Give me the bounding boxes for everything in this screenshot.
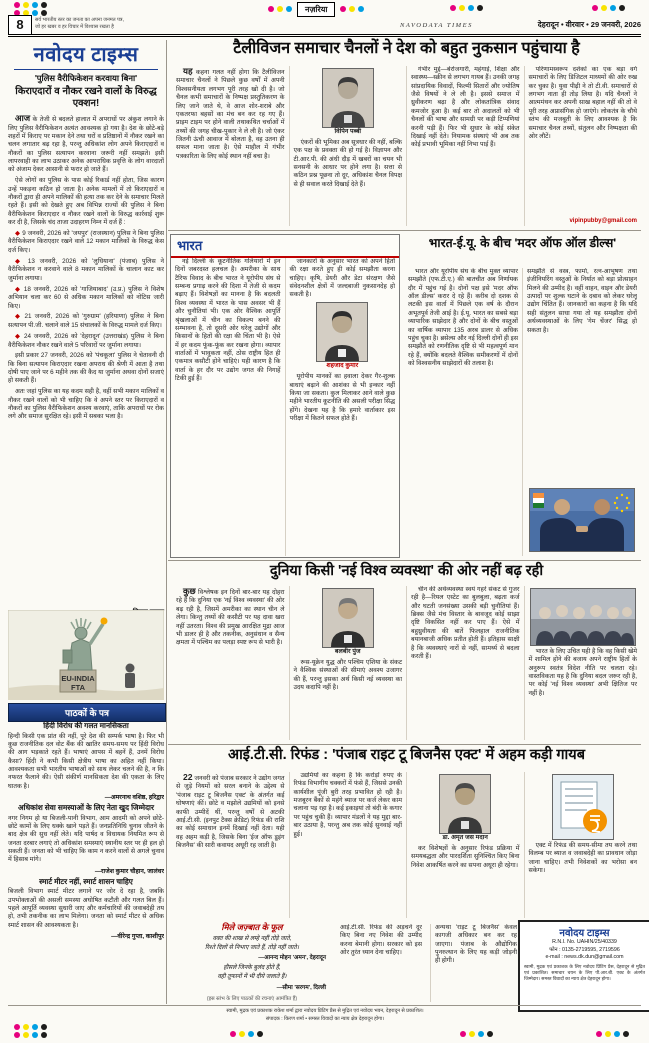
editorial-column <box>8 40 164 617</box>
author-card <box>321 588 375 656</box>
article-bharat-body <box>171 258 399 556</box>
letter-item <box>8 804 164 875</box>
editorial-paragraph: अतः जहां पुलिस का यह कदम सही है, वहीं सभी मकान मालिकों व नौकर रखने वालों को भी चाहिए कि वे अपने स्तर पर किराएदारों व नौकरों का पुलिस वैरीफिकेशन अवश्य करवाएं, ताकि अपराधों पर रोक लगे और समाज सुरक्षित रहे। इसी में सबका भला है। <box>8 388 164 421</box>
article-world-headline: दुनिया किसी 'नई विश्व व्यवस्था' की ओर नहीं बढ़ रही <box>269 563 544 579</box>
author-card <box>438 774 492 842</box>
bullet-icon: ◆ <box>15 257 28 265</box>
article-text: समझौते से वस्त्र, फार्मा, रत्न-आभूषण तथा इंजीनियरिंग वस्तुओं के निर्यात को बड़ा प्रोत्साहन मिलने की उम्मीद है। वहीं वाहन, वाइन और डेयरी उत्पादों पर शुल्क घटाने के दबाव को लेकर घरेलू उद्योग चिंतित हैं। जानकारों का कहना है कि यदि सही संतुलन साधा गया तो यह समझौता दोनों अर्थव्यवस्थाओं के लिए 'गेम चेंजर' सिद्ध हो सकता है। <box>527 268 637 334</box>
article-text: एंकरों की भूमिका अब सूत्रधार की नहीं, बल्कि एक पक्ष के प्रवक्ता की हो गई है। विज्ञापन और टी.आर.पी. की अंधी दौड़ में खबरों का चयन भी सनसनी के आधार पर होने लगा है। सत्ता से कठिन प्रश्न पूछना तो दूर, अधिकांश चैनल विपक्ष से ही सवाल करते दिखाई देते हैं। <box>293 138 402 188</box>
article-bharat-section-title: भारत <box>171 235 399 258</box>
registration-dots <box>592 5 625 11</box>
registration-marks-bottom-right <box>596 1031 629 1039</box>
article-itc-body <box>172 772 641 918</box>
registration-dots <box>268 6 292 12</box>
editorial-cartoon <box>8 610 164 700</box>
editorial-bullet: 9 जनवरी, 2026 को 'जयपुर' (राजस्थान) पुलिस ने बिना पुलिस वैरीफिकेशन किराएदार रखने वाले 12 मकान मालिकों के विरुद्ध केस दर्ज किए। <box>8 229 164 254</box>
letter-signature: —वीरेन्द्र गुप्ता, काशीपुर <box>111 933 164 941</box>
article-bharat-box <box>170 234 400 558</box>
article-column <box>404 268 522 556</box>
poetry-note: (इस स्तंभ के लिए पाठकों की रचनाएं आमंत्रित हैं) <box>206 995 298 1002</box>
article-text: कर विशेषज्ञों के अनुसार रिफंड प्रक्रिया में समयबद्धता और पारदर्शिता सुनिश्चित किए बिना निवेश आकर्षित करने का सपना अधूरा ही रहेगा। <box>411 844 520 869</box>
article-itc-extra-column: आई.टी.सी. रिफंड की अड़चनें दूर किए बिना नए निवेश की उम्मीद करना बेमानी होगा। सरकार को इस ओर तुरंत ध्यान देना चाहिए। <box>340 924 422 957</box>
article-itc-headline: आई.टी.सी. रिफंड : 'पंजाब राइट टू बिजनैस एक्ट' में अहम कड़ी गायब <box>227 747 585 763</box>
bullet-icon: ◆ <box>15 313 25 321</box>
article-column <box>406 66 524 226</box>
letter-item <box>8 878 164 940</box>
masthead-tagline <box>35 17 245 31</box>
article-column <box>289 66 407 226</box>
brand-caps: NAVODAYA TIMES <box>400 22 473 29</box>
bullet-icon: ◆ <box>15 285 24 293</box>
editorial-bullet: 24 जनवरी, 2026 को 'देहरादून' (उत्तराखंड) पुलिस ने बिना वैरीफिकेशन नौकर रखने वाले 5 परिवारों पर जुर्माना लगाया। <box>8 332 164 349</box>
contact-rni: R.N.I. No. UAHIN/25/40339 <box>552 939 617 945</box>
poem-line: रिश्ते दिलों से निभाए जाते हैं, तोड़े नहीं जाते। <box>205 944 299 951</box>
article-tv-lead-word: यह <box>183 66 193 76</box>
author-photo <box>439 774 491 834</box>
registration-marks-bottom-mid2 <box>460 1031 493 1039</box>
article-itc-lead-word: 22 <box>183 772 193 782</box>
poem-line: वही तूफानों में भी दीये जलाते हैं। <box>217 974 287 981</box>
author-card <box>321 68 375 136</box>
editorial-headline: किराएदारों व नौकर रखने वालों के विरुद्ध एक्शन! <box>15 86 157 109</box>
letter-signature: —राजेश कुमार चौहान, जालंधर <box>94 867 164 875</box>
article-tv-headline: टैलीविजन समाचार चैनलों ने देश को बहुत नुकसान पहुंचाया है <box>233 40 580 57</box>
row-divider <box>168 230 641 231</box>
bullet-icon: ◆ <box>15 332 24 340</box>
section-label: नज़रिया <box>297 2 335 17</box>
letter-body: बिजली विभाग स्मार्ट मीटर लगाने पर जोर दे रहा है, जबकि उपभोक्ताओं की असली समस्या अघोषित कटौती और गलत बिल हैं। पहले आपूर्ति व्यवस्था सुधारी जाए और कर्मचारियों की जवाबदेही तय हो, तभी तकनीक का लाभ मिलेगा। जनता को स्मार्ट मीटर से अधिक स्मार्ट शासन की आवश्यकता है। <box>8 888 164 929</box>
author-name: डा. अमृत जस मदान <box>442 834 488 841</box>
contact-box <box>518 920 649 1012</box>
cartoon-statue-of-liberty-icon <box>8 610 164 700</box>
author-name: बलबीर पुंज <box>334 648 361 655</box>
handshake-photo <box>529 488 635 552</box>
letter-title: अधिकांश सेवा समस्याओं के लिए नेता खुद जिम्मेदार <box>18 803 154 813</box>
author-name: शहजाद कुमार <box>326 362 359 370</box>
header-rule <box>8 34 641 37</box>
article-text: यूरोपीय मानकों का हवाला देकर गैर-शुल्क बाधाएं बढ़ाने की आशंका से भी इन्कार नहीं किया जा सकता। कुल मिलाकर आने वाले कुछ महीने भारतीय कूटनीति की असली परीक्षा सिद्ध होंगे। देखना यह है कि हमारे वार्ताकार इस परीक्षा में कितने सफल होते हैं। <box>289 373 395 423</box>
article-text: विश्लेषक इन दिनों बार-बार यह दोहरा रहे हैं कि दुनिया एक 'नई विश्व व्यवस्था' की ओर बढ़ रही है, जिसमें अमरीका का स्थान चीन ले लेगा। किन्तु तथ्यों की कसौटी पर यह दावा खरा नहीं उतरता। विश्व की प्रमुख आरक्षित मुद्रा आज भी डालर ही है और तकनीक, अनुसंधान व सैन्य क्षमता में पश्चिम का पलड़ा स्पष्ट रूप से भारी है। <box>176 589 285 647</box>
dateline: देहरादून • वीरवार • 29 जनवरी, 2026 <box>537 20 641 29</box>
bullet-icon: ◆ <box>15 229 23 237</box>
letter-title: स्मार्ट मीटर नहीं, स्मार्ट शासन चाहिए <box>39 876 133 886</box>
editorial-lead-word: आज <box>15 113 31 124</box>
column-divider <box>166 40 167 1004</box>
article-column <box>524 66 642 226</box>
editorial-paragraph: के तेजी से बदलते हालात में अपराधों पर अंकुश लगाने के लिए पुलिस वैरीफिकेशन अत्यंत आवश्यक हो गया है। देश के छोटे-बड़े शहरों में किराए पर मकान देने तथा घरों व प्रतिष्ठानों में नौकर रखने का चलन लगातार बढ़ रहा है, परन्तु अधिकांश लोग अपने किराएदारों व नौकरों का पुलिस सत्यापन करवाना जरूरी नहीं समझते। इसी लापरवाही का लाभ उठाकर अनेक आपराधिक प्रवृत्ति के लोग वारदातों को अंजाम देकर आसानी से फरार हो जाते हैं। <box>8 116 164 174</box>
article-eu-body <box>404 268 641 556</box>
article-text: गंभीर मुद्दे—बेरोजगारी, महंगाई, शिक्षा और स्वास्थ्य—स्क्रीन से लगभग गायब हैं। उनकी जगह सांप्रदायिक विवादों, फिल्मी सितारों और ज्योतिष जैसे विषयों ने ले ली है। इससे समाज में ध्रुवीकरण बढ़ा है और लोकतांत्रिक संवाद कमजोर हुआ है। कई बार तो अदालतों को भी चैनलों की भाषा और सामग्री पर कड़ी टिप्पणियां करनी पड़ी हैं। फिर भी सुधार के कोई संकेत दिखाई नहीं देते। नियामक संस्थाएं भी अब तक कोई प्रभावी भूमिका नहीं निभा पाई हैं। <box>411 66 520 149</box>
poem-line: वक्त की शाख से लम्हे नहीं तोड़े जाते, <box>212 936 292 942</box>
page-number: 8 <box>8 15 32 35</box>
article-text: परिणामस्वरूप दर्शकों का एक बड़ा वर्ग समाचारों के लिए डिजिटल माध्यमों की ओर रुख कर चुका है। युवा पीढ़ी ने तो टी.वी. समाचारों से लगभग नाता ही तोड़ लिया है। यदि चैनलों ने आत्ममंथन कर अपनी साख बहाल नहीं की तो वे पूरी तरह अप्रासंगिक हो जाएंगे। लोकतंत्र के चौथे स्तंभ की मजबूती के लिए आवश्यक है कि समाचार चैनल तथ्यों, संतुलन और निष्पक्षता की ओर लौटें। <box>528 66 637 140</box>
poetry-title: मिले जज़्बात के फूल <box>221 922 283 932</box>
author-photo <box>322 588 374 648</box>
article-column <box>522 268 641 556</box>
article-text: जानकारों के अनुसार भारत को अपने हितों की रक्षा करते हुए ही कोई समझौता करना चाहिए। कृषि, डेयरी और डेटा संरक्षण जैसे संवेदनशील क्षेत्रों में जल्दबाजी नुकसानदेह हो सकती है। <box>289 258 395 299</box>
row-divider <box>168 560 641 561</box>
editorial-body <box>8 113 164 607</box>
article-column <box>171 258 285 556</box>
footer-imprint-line2: संपादक : किरण शर्मा • समस्त विवादों का न्याय क्षेत्र देहरादून होगा। <box>265 1015 385 1022</box>
masthead-rule <box>14 69 158 70</box>
registration-marks-top-right <box>592 5 625 13</box>
article-column <box>172 586 289 740</box>
footer-imprint-line1: स्वामी, मुद्रक एवं प्रकाशक राकेश शर्मा द्वारा नवोदय प्रिंटिंग प्रैस से मुद्रित एवं नवोदय भवन, देहरादून से प्रकाशित। <box>226 1008 424 1014</box>
article-column <box>172 772 289 918</box>
article-text: एक्ट में रिफंड की समय-सीमा तय करने तथा विलम्ब पर ब्याज व जवाबदेही का प्रावधान जोड़ा जाना चाहिए। तभी निवेशकों का भरोसा बन सकेगा। <box>528 842 637 875</box>
article-column <box>285 258 400 556</box>
registration-dots <box>14 1024 47 1030</box>
editorial-bullet: 18 जनवरी, 2026 को 'गाजियाबाद' (उ.प्र.) पुलिस ने विशेष अभियान चला कर 60 से अधिक मकान मालिकों को नोटिस जारी किए। <box>8 285 164 310</box>
editorial-bullet: 13 जनवरी, 2026 को 'लुधियाना' (पंजाब) पुलिस ने वैरीफिकेशन न करवाने वाले 8 मकान मालिकों के चालान काट कर जुर्माना लगाया। <box>8 257 164 282</box>
registration-marks-bottom-left <box>14 1024 47 1040</box>
article-text: जनवरी को पंजाब सरकार ने उद्योग जगत से जुड़े नियमों को सरल बनाने के उद्देश्य से 'पंजाब राइट टू बिजनैस एक्ट' के अंतर्गत कई घोषणाएं कीं। छोटे व मझोले उद्यमियों को इनसे काफी उम्मीदें थीं, परन्तु वर्षों से अटकी आई.टी.सी. (इनपुट टैक्स क्रेडिट) रिफंड की राशि का कोई समाधान इनमें दिखाई नहीं देता। यही वह अहम कड़ी है, जिसके बिना 'ईज ऑफ डूइंग बिजनैस' की सारी कवायद अधूरी रह जाती है। <box>176 775 285 849</box>
editorial-kicker: 'पुलिस वैरीफिकेशन करवाया बिना' <box>34 73 138 83</box>
registration-dots <box>14 2 47 8</box>
author-email: vipinpubby@gmail.com <box>569 218 637 224</box>
poem-author: —सीमा 'सरगम', दिल्ली <box>276 984 326 991</box>
registration-marks-bottom-mid1 <box>230 1031 263 1039</box>
author-card <box>315 302 369 370</box>
registration-dots <box>460 1031 493 1037</box>
article-tv-body <box>172 66 641 226</box>
section-strip <box>268 2 364 17</box>
contact-imprint: स्वामी, मुद्रक एवं प्रकाशक के लिए नवोदय प्रिंटिंग प्रैस, देहरादून से मुद्रित एवं प्रकाशित। समाचार चयन के लिए पी.आर.बी. एक्ट के अंतर्गत जिम्मेदार। समस्त विवादों का न्याय क्षेत्र देहरादून होगा। <box>524 964 645 982</box>
contact-email: e-mail : news.dk.dun@gmail.com <box>545 954 624 961</box>
article-column <box>524 586 642 740</box>
registration-dots <box>596 1031 629 1037</box>
tagline-line1: सर्व भारतीय स्तर का जनता का अपना जनमत पत्र, <box>35 17 124 23</box>
row-divider <box>168 744 641 745</box>
article-column <box>172 66 289 226</box>
cartoon-label-line2: FTA <box>70 683 86 692</box>
footer-imprint <box>110 1008 540 1023</box>
article-column <box>406 772 524 918</box>
article-text: रूस-यूक्रेन युद्ध और पश्चिम एशिया के संकट ने वैश्विक संस्थाओं की सीमाएं अवश्य उजागर की हैं, परन्तु इसका अर्थ किसी नई व्यवस्था का उदय कदापि नहीं है। <box>293 658 402 691</box>
contact-masthead: नवोदय टाइम्स <box>559 928 610 939</box>
registration-dots <box>230 1031 263 1037</box>
leaders-group-photo <box>530 588 636 646</box>
contact-phone: फोन : 0135-2719595, 2719596 <box>549 946 620 953</box>
cartoon-label-line1: EU-INDIA <box>61 674 95 683</box>
article-world-body <box>172 586 641 740</box>
poetry-box <box>172 922 332 1003</box>
article-itc-extra-column: अन्यथा 'राइट टू बिजनैस' केवल कागजी अधिकार बन कर रह जाएगा। पंजाब के औद्योगिक पुनरुत्थान के लिए यह कड़ी जोड़नी ही होगी। <box>430 924 517 1002</box>
tagline-line2: जो हर खबर व हर विचार में विश्वास रखता है <box>35 23 114 30</box>
letter-body: हिन्दी किसी एक प्रांत की नहीं, पूरे देश की सम्पर्क भाषा है। फिर भी कुछ राजनीतिक दल वोट बैंक की खातिर समय-समय पर हिंदी विरोध की आग भड़काते रहते हैं। भाषाएं आपस में बहनें हैं, उनमें विरोध कैसा? हिंदी ने कभी किसी क्षेत्रीय भाषा का अहित नहीं किया। आवश्यकता सभी भारतीय भाषाओं को साथ लेकर चलने की है, न कि नफरत फैलाने की। ऐसी संकीर्ण मानसिकता देश की एकता के लिए घातक है। <box>8 732 164 790</box>
article-text: उद्यमियों का कहना है कि करोड़ों रुपए के रिफंड विभागीय चक्करों में फंसे हैं, जिससे उनकी कार्यशील पूंजी बुरी तरह प्रभावित हो रही है। मजबूरन बैंकों से महंगे ब्याज पर कर्ज लेकर काम चलाना पड़ रहा है। कई इकाइयां तो बंदी के कगार पर पहुंच चुकी हैं। व्यापार मंडलों ने यह मुद्दा बार-बार उठाया है, परन्तु अब तक कोई सुनवाई नहीं हुई। <box>293 772 402 838</box>
article-column <box>406 586 524 740</box>
letters-section <box>8 719 164 1003</box>
article-column <box>289 772 407 918</box>
registration-dots <box>340 6 364 12</box>
article-text: भारत के लिए उचित यही है कि वह किसी खेमे में शामिल होने की बजाय अपने राष्ट्रीय हितों के अनुरूप स्वतंत्र विदेश नीति पर चलता रहे। वास्तविकता यह है कि दुनिया बदल जरूर रही है, पर कोई 'नई विश्व व्यवस्था' अभी क्षितिज पर नहीं है। <box>528 648 637 697</box>
article-text: नई दिल्ली के कूटनीतिक गलियारों में इन दिनों जबरदस्त हलचल है। अमरीका के साथ टैरिफ विवाद के बीच भारत ने यूरोपीय संघ से सम्बन्ध प्रगाढ़ करने की दिशा में तेजी से कदम बढ़ाए हैं। विशेषज्ञों का मानना है कि बदलती विश्व व्यवस्था में भारत के पास अवसर भी हैं और चुनौतियां भी। एक ओर वैश्विक आपूर्ति श्रृंखलाओं में चीन का विकल्प बनने की सम्भावना है, तो दूसरी ओर घरेलू उद्योगों और किसानों के हितों की रक्षा की चिंता भी है। ऐसे में हर कदम फूंक-फूंक कर रखना होगा। व्यापार वार्ताओं में भावुकता नहीं, ठोस राष्ट्रीय हित ही एकमात्र कसौटी होने चाहिएं। यही कारण है कि वार्ता के हर दौर पर उद्योग जगत की निगाहें टिकी हुई हैं। <box>175 258 281 383</box>
tax-document-image <box>552 774 614 840</box>
editorial-masthead: नवोदय टाइम्स <box>33 44 139 66</box>
article-text: कहना गलत नहीं होगा कि टैलीविजन समाचार चैनलों ने पिछले कुछ वर्षों में अपनी विश्वसनीयता लगभग पूरी तरह खो दी है। जो चैनल कभी समाचारों के निष्पक्ष प्रस्तुतिकरण के लिए जाने जाते थे, वे आज शोर-शराबे और एकतरफा बहसों का मंच बन कर रह गए हैं। प्राइम टाइम पर होने वाली तथाकथित चर्चाओं में तथ्यों की जगह चीख-पुकार ने ले ली है। जो एंकर जितनी ऊंची आवाज में बोलता है, वह उतना ही सफल माना जाता है। ऐसे माहौल में गंभीर पत्रकारिता के लिए कोई स्थान नहीं बचा है। <box>176 69 285 160</box>
letters-section-header: पाठकों के पत्र <box>8 703 166 722</box>
article-world-lead-word: कुछ <box>183 586 196 596</box>
letter-body: नगर निगम हो या बिजली-पानी विभाग, आम आदमी को अपने छोटे-छोटे कामों के लिए धक्के खाने पड़ते हैं। जनप्रतिनिधि चुनाव जीतने के बाद क्षेत्र की सुध नहीं लेते। यदि पार्षद व विधायक नियमित रूप से जनता दरबार लगाएं तो अधिकांश समस्याएं स्थानीय स्तर पर ही हल हो सकती हैं। जनता को भी चाहिए कि काम न करने वालों से अगले चुनाव में हिसाब मांगे। <box>8 814 164 864</box>
editorial-paragraph: ऐसे लोगों का पुलिस के पास कोई रिकार्ड नहीं होता, जिस कारण उन्हें पकड़ना कठिन हो जाता है। अनेक मामलों में तो किराएदारों व नौकरों द्वारा ही अपने मालिकों की हत्या तक कर देने के समाचार मिलते रहते हैं। इसी को देखते हुए अब विभिन्न राज्यों की पुलिस ने बिना वैरीफिकेशन किराएदार व नौकर रखने वालों के विरुद्ध कार्रवाई शुरू कर दी है, जिसके चंद ताजा उदाहरण निम्न में दर्ज हैं : <box>8 177 164 226</box>
registration-marks-top-mid <box>450 5 483 13</box>
letter-signature: —अमरनाथ वशिष्ठ, हरिद्वार <box>104 794 164 802</box>
registration-dots <box>14 1032 47 1038</box>
poem-author: —आनन्द मोहन 'अमन', देहरादून <box>258 955 326 962</box>
letter-item <box>8 722 164 801</box>
article-text: भारत और यूरोपीय संघ के बीच मुक्त व्यापार समझौते (एफ.टी.ए.) की बातचीत अब निर्णायक दौर में पहुंच गई है। दोनों पक्ष इसे 'मदर ऑफ ऑल डील्स' करार दे रहे हैं। करीब दो दशक से लटकी इस वार्ता में पिछले एक वर्ष के दौरान अभूतपूर्व तेजी आई है। ई.यू. भारत का सबसे बड़ा व्यापारिक साझेदार है और दोनों के बीच वस्तुओं का वार्षिक व्यापार 135 अरब डालर से अधिक पहुंच चुका है। ब्रसेल्स और नई दिल्ली दोनों ही इस समझौते को रणनीतिक दृष्टि से भी महत्वपूर्ण मान रहे हैं, क्योंकि बदलते वैश्विक समीकरणों में दोनों को विश्वसनीय साझेदारों की तलाश है। <box>408 268 518 367</box>
article-column <box>289 586 407 740</box>
footer-rule <box>8 1005 641 1006</box>
editorial-bullet: 21 जनवरी, 2026 को 'गुरुग्राम' (हरियाणा) पुलिस ने बिना सत्यापन पी.जी. चलाने वाले 15 संचालकों के विरुद्ध मामले दर्ज किए। <box>8 313 164 330</box>
article-eu-headline: भारत-ई.यू. के बीच 'मदर ऑफ ऑल डील्स' <box>428 236 617 250</box>
author-name: विपिन पब्बी <box>334 128 362 135</box>
article-text: चीन की अर्थव्यवस्था स्वयं गहरे संकट से गुजर रही है—रियल एस्टेट का बुलबुला, बढ़ता कर्ज और घटती जनसंख्या उसकी बड़ी चुनौतियां हैं। ब्रिक्स जैसे मंच विस्तार के बावजूद कोई साझा दृष्टि विकसित नहीं कर पाए हैं। ऐसे में बहुध्रुवीयता की बातें फिलहाल राजनीतिक बयानबाजी अधिक प्रतीत होती हैं। इतिहास साक्षी है कि व्यवस्थाएं नारों से नहीं, सामर्थ्य से बदला करती हैं। <box>411 586 520 660</box>
registration-dots <box>450 5 483 11</box>
editorial-paragraph: इसी प्रकार 27 जनवरी, 2026 को 'पंचकूला' पुलिस ने चेतावनी दी कि बिना सत्यापन किराएदार रखना अपराध की श्रेणी में आता है तथा दोषी पाए जाने पर 6 महीने तक की कैद या जुर्माना अथवा दोनों सजाएं हो सकती हैं। <box>8 352 164 385</box>
poem-line: हौसले जिनके बुलंद होते हैं, <box>223 965 281 972</box>
author-photo <box>322 68 374 128</box>
article-column <box>524 772 642 918</box>
letter-title: हिंदी विरोध की गलत मानसिकता <box>43 721 129 730</box>
author-photo <box>316 302 368 362</box>
